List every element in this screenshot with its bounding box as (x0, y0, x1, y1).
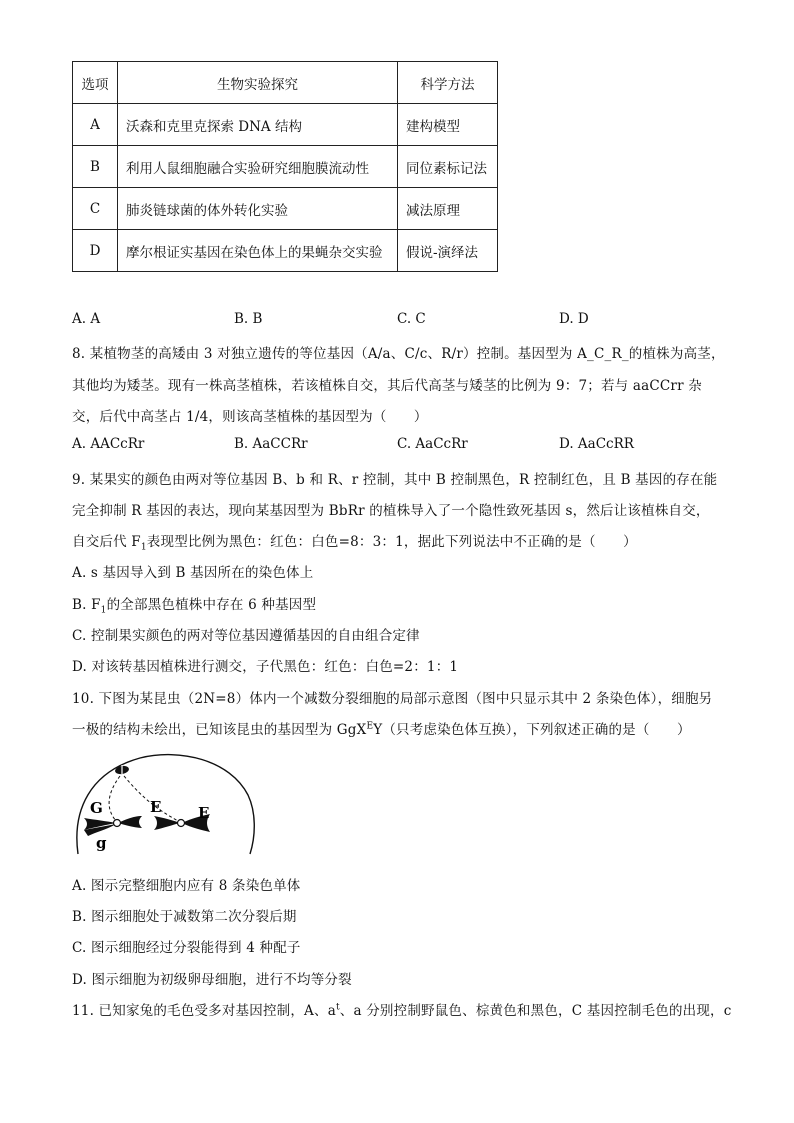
option-c: C. AaCcRr (397, 436, 468, 452)
table-cell: 建构模型 (398, 104, 498, 146)
q11-line-1: 11. 已知家兔的毛色受多对基因控制，A、$a^t$、a 分别控制野鼠色、棕黄色和黑色，C 基因控制毛色的出现，c (72, 1002, 732, 1019)
q10-option-a: A. 图示完整细胞内应有 8 条染色单体 (72, 878, 301, 894)
table-cell: 同位素标记法 (398, 146, 498, 188)
label-g-lower: g (96, 834, 107, 852)
q8-line-3: 交，后代中高茎占 1/4，则该高茎植株的基因型为（ ） (72, 409, 428, 425)
table-cell: 沃森和克里克探索 DNA 结构 (118, 104, 398, 146)
q9-line-1: 9. 某果实的颜色由两对等位基因 B、b 和 R、r 控制，其中 B 控制黑色，R 控制红色，且 B 基因的存在能 (72, 472, 718, 488)
option-b: B. B (234, 311, 263, 327)
table-row (73, 188, 498, 230)
q10-option-b: B. 图示细胞处于减数第二次分裂后期 (72, 909, 297, 925)
option-d: D. D (559, 311, 589, 327)
option-b: B. AaCCRr (234, 436, 308, 452)
table-header-cell: 生物实验探究 (118, 62, 398, 104)
q8-line-2: 其他均为矮茎。现有一株高茎植株，若该植株自交，其后代高茎与矮茎的比例为 9：7；若与 aaCCrr 杂 (72, 378, 702, 394)
q9-option-d: D. 对该转基因植株进行测交，子代黑色：红色：白色=2：1：1 (72, 659, 459, 675)
q9-option-a: A. s 基因导入到 B 基因所在的染色体上 (72, 565, 314, 581)
table-row (73, 104, 498, 146)
q9-line-2: 完全抑制 R 基因的表达，现向某基因型为 BbRr 的植株导入了一个隐性致死基因 s，然后让该植株自交， (72, 503, 710, 519)
option-d: D. AaCcRR (559, 436, 634, 452)
table-cell: 假说-演绎法 (398, 230, 498, 272)
q10-line-1: 10. 下图为某昆虫（2N=8）体内一个减数分裂细胞的局部示意图（图中只显示其中 2 条染色体），细胞另 (72, 691, 713, 707)
label-g-upper: G (90, 799, 103, 817)
option-a: A. AACcRr (72, 436, 145, 452)
table-header-cell: 科学方法 (398, 62, 498, 104)
q10-option-d: D. 图示细胞为初级卵母细胞，进行不均等分裂 (72, 972, 352, 988)
q10-line-2: 一极的结构未绘出，已知该昆虫的基因型为 GgX$^E$Y（只考虑染色体互换），下列叙述正确的是（ ） (72, 721, 691, 738)
experiment-table (72, 61, 498, 272)
label-e-right: E (198, 804, 210, 822)
q9-option-b: B. $F_1$的全部黑色植株中存在 6 种基因型 (72, 597, 317, 616)
table-cell: A (73, 104, 118, 146)
q10-option-c: C. 图示细胞经过分裂能得到 4 种配子 (72, 940, 301, 956)
cell-division-figure (70, 750, 260, 860)
table-row (73, 146, 498, 188)
table-cell: 减法原理 (398, 188, 498, 230)
option-c: C. C (397, 311, 426, 327)
label-e-left: E (150, 798, 162, 816)
table-cell: D (73, 230, 118, 272)
table-cell: 摩尔根证实基因在染色体上的果蝇杂交实验 (118, 230, 398, 272)
table-header-cell: 选项 (73, 62, 118, 104)
q8-line-1: 8. 某植物茎的高矮由 3 对独立遗传的等位基因（A/a、C/c、R/r）控制。基因型为 A_C_R_的植株为高茎， (72, 346, 725, 362)
table-cell: B (73, 146, 118, 188)
table-cell: 利用人鼠细胞融合实验研究细胞膜流动性 (118, 146, 398, 188)
option-a: A. A (72, 311, 101, 327)
table-cell: C (73, 188, 118, 230)
q9-option-c: C. 控制果实颜色的两对等位基因遵循基因的自由组合定律 (72, 628, 420, 644)
q9-line-3: 自交后代 $F_1$表现型比例为黑色：红色：白色=8：3：1，据此下列说法中不正确的是（ ） (72, 534, 637, 553)
table-header-row (73, 62, 498, 104)
table-cell: 肺炎链球菌的体外转化实验 (118, 188, 398, 230)
table-row (73, 230, 498, 272)
